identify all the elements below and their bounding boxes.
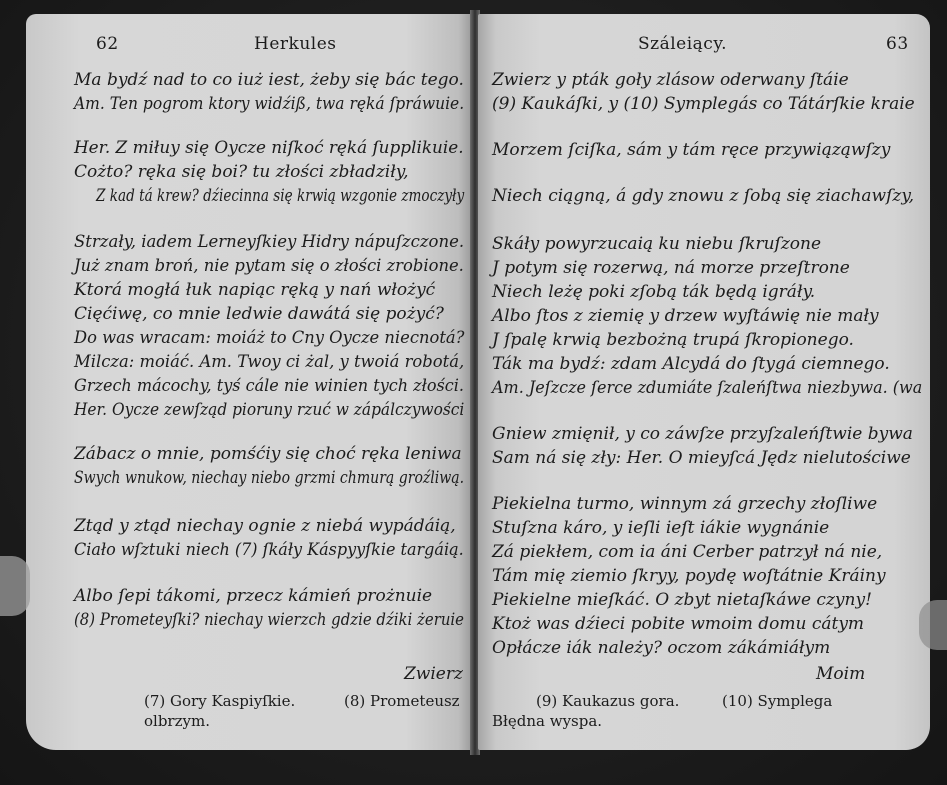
left-line: Grzech mácochy, tyś cále nie winien tych złości. [74,376,464,396]
right-page-number: 63 [886,34,909,54]
left-line: Ciało wſztuki niech (7) ſkáły Káspyyſkie targáią. [74,540,464,560]
right-line: Tám mię ziemio ſkryy, poydę woſtátnie Kráiny [492,566,886,586]
right-footnote-10: (10) Symplega [722,692,833,710]
right-line: Niech leżę poki zſobą ták będą igráły. [492,282,816,302]
left-line: (8) Prometeyſki? niechay wierzch gdzie dźiki żeruie [74,610,465,630]
left-page [26,14,472,750]
right-line: Morzem ſciſka, sám y tám ręce przywiąząwſzy [492,140,891,160]
left-line: Swych wnukow, niechay niebo grzmi chmurą groźliwą. [74,468,465,488]
left-footnote-8: (8) Prometeusz [344,692,460,710]
right-line: Sam ná się zły: Her. O mieyſcá Jędz nielutościwe [492,448,911,468]
right-footnote-10-cont: Błędna wyspa. [492,712,603,730]
left-line: Ztąd y ztąd niechay ognie z niebá wypádáią, [74,516,456,536]
right-line: Opłácze iák należy? oczom zákámiáłym [492,638,831,658]
right-line: Zwierz y pták goły zlásow oderwany ſtáie [492,70,849,90]
left-line: Am. Ten pogrom ktory widźiß, twa ręká ſpráwuie. [74,94,465,114]
right-line: J ſpalę krwią bezbożną trupá ſkropionego. [492,330,854,350]
left-line: Do was wracam: moiáż to Cny Oycze niecnotá? [74,328,465,348]
left-footnote-8-cont: olbrzym. [144,712,210,730]
left-page-number: 62 [96,34,119,54]
right-page [478,14,930,750]
right-line: (9) Kaukáſki, y (10) Symplegás co Tátárſkie kraie [492,94,915,114]
right-catchword: Moim [816,664,866,684]
left-line: Her. Z miłuy się Oycze niſkoć ręká ſupplikuie. [74,138,464,158]
left-line: Ktorá mogłá łuk napiąc ręką y nań włożyć [74,280,436,300]
right-line: Zá piekłem, com ia áni Cerber patrzył ná nie, [492,542,883,562]
left-line: Her. Oycze zewſząd pioruny rzuć w zápálczywości [74,400,465,420]
left-footnote-7: (7) Gory Kaspiyſkie. [144,692,296,710]
right-line: Piekielna turmo, winnym zá grzechy złoſliwe [492,494,878,514]
left-line: Cięćiwę, co mnie ledwie dawátá się pożyć? [74,304,444,324]
left-line: Cożto? ręka się boi? tu złości zbładziły, [74,162,409,182]
left-running-head: Herkules [254,34,337,54]
right-line: Albo ſtos z ziemię y drzew wyſtáwię nie mały [492,306,879,326]
right-line: Niech ciągną, á gdy znowu z ſobą się ziachawſzy, [492,186,915,206]
right-line: Ták ma bydź: zdam Alcydá do ſtygá ciemnego. [492,354,890,374]
right-line: Stuſzna káro, y ieſli ieſt iákie wygnánie [492,518,830,538]
left-line: Z kad tá krew? dźiecinna się krwią wzgonie zmoczyły [96,186,465,206]
page-clip-left [0,556,30,616]
page-clip-right [919,600,947,650]
left-catchword: Zwierz [404,664,463,684]
right-footnote-9: (9) Kaukazus gora. [536,692,680,710]
left-line: Już znam broń, nie pytam się o złości zrobione. [74,256,464,276]
left-line: Albo ſepi tákomi, przecz kámień prożnuie [74,586,433,606]
left-line: Zábacz o mnie, pomśćiy się choć ręka leniwa [74,444,462,464]
left-line: Ma bydź nad to co iuż iest, żeby się bác tego. [74,70,464,90]
right-line: Gniew zmięnił, y co záwſze przyſzaleńſtwie bywa [492,424,913,444]
right-line: Am. Jeſzcze ſerce zdumiáte ſzaleńſtwa niezbywa. (wa [492,378,923,398]
right-line: Skáły powyrzucaią ku niebu ſkruſzone [492,234,822,254]
right-line: Ktoż was dźieci pobite wmoim domu cátym [492,614,865,634]
left-line: Milcza: moiáć. Am. Twoy ci żal, y twoiá robotá, [74,352,465,372]
right-line: Piekielne mieſkáć. O zbyt nietaſkáwe czyny! [492,590,872,610]
right-line: J potym się rozerwą, ná morze przeſtrone [492,258,850,278]
right-running-head: Száleiący. [638,34,728,54]
left-line: Strzały, iadem Lerneyſkiey Hidry nápuſzczone. [74,232,465,252]
